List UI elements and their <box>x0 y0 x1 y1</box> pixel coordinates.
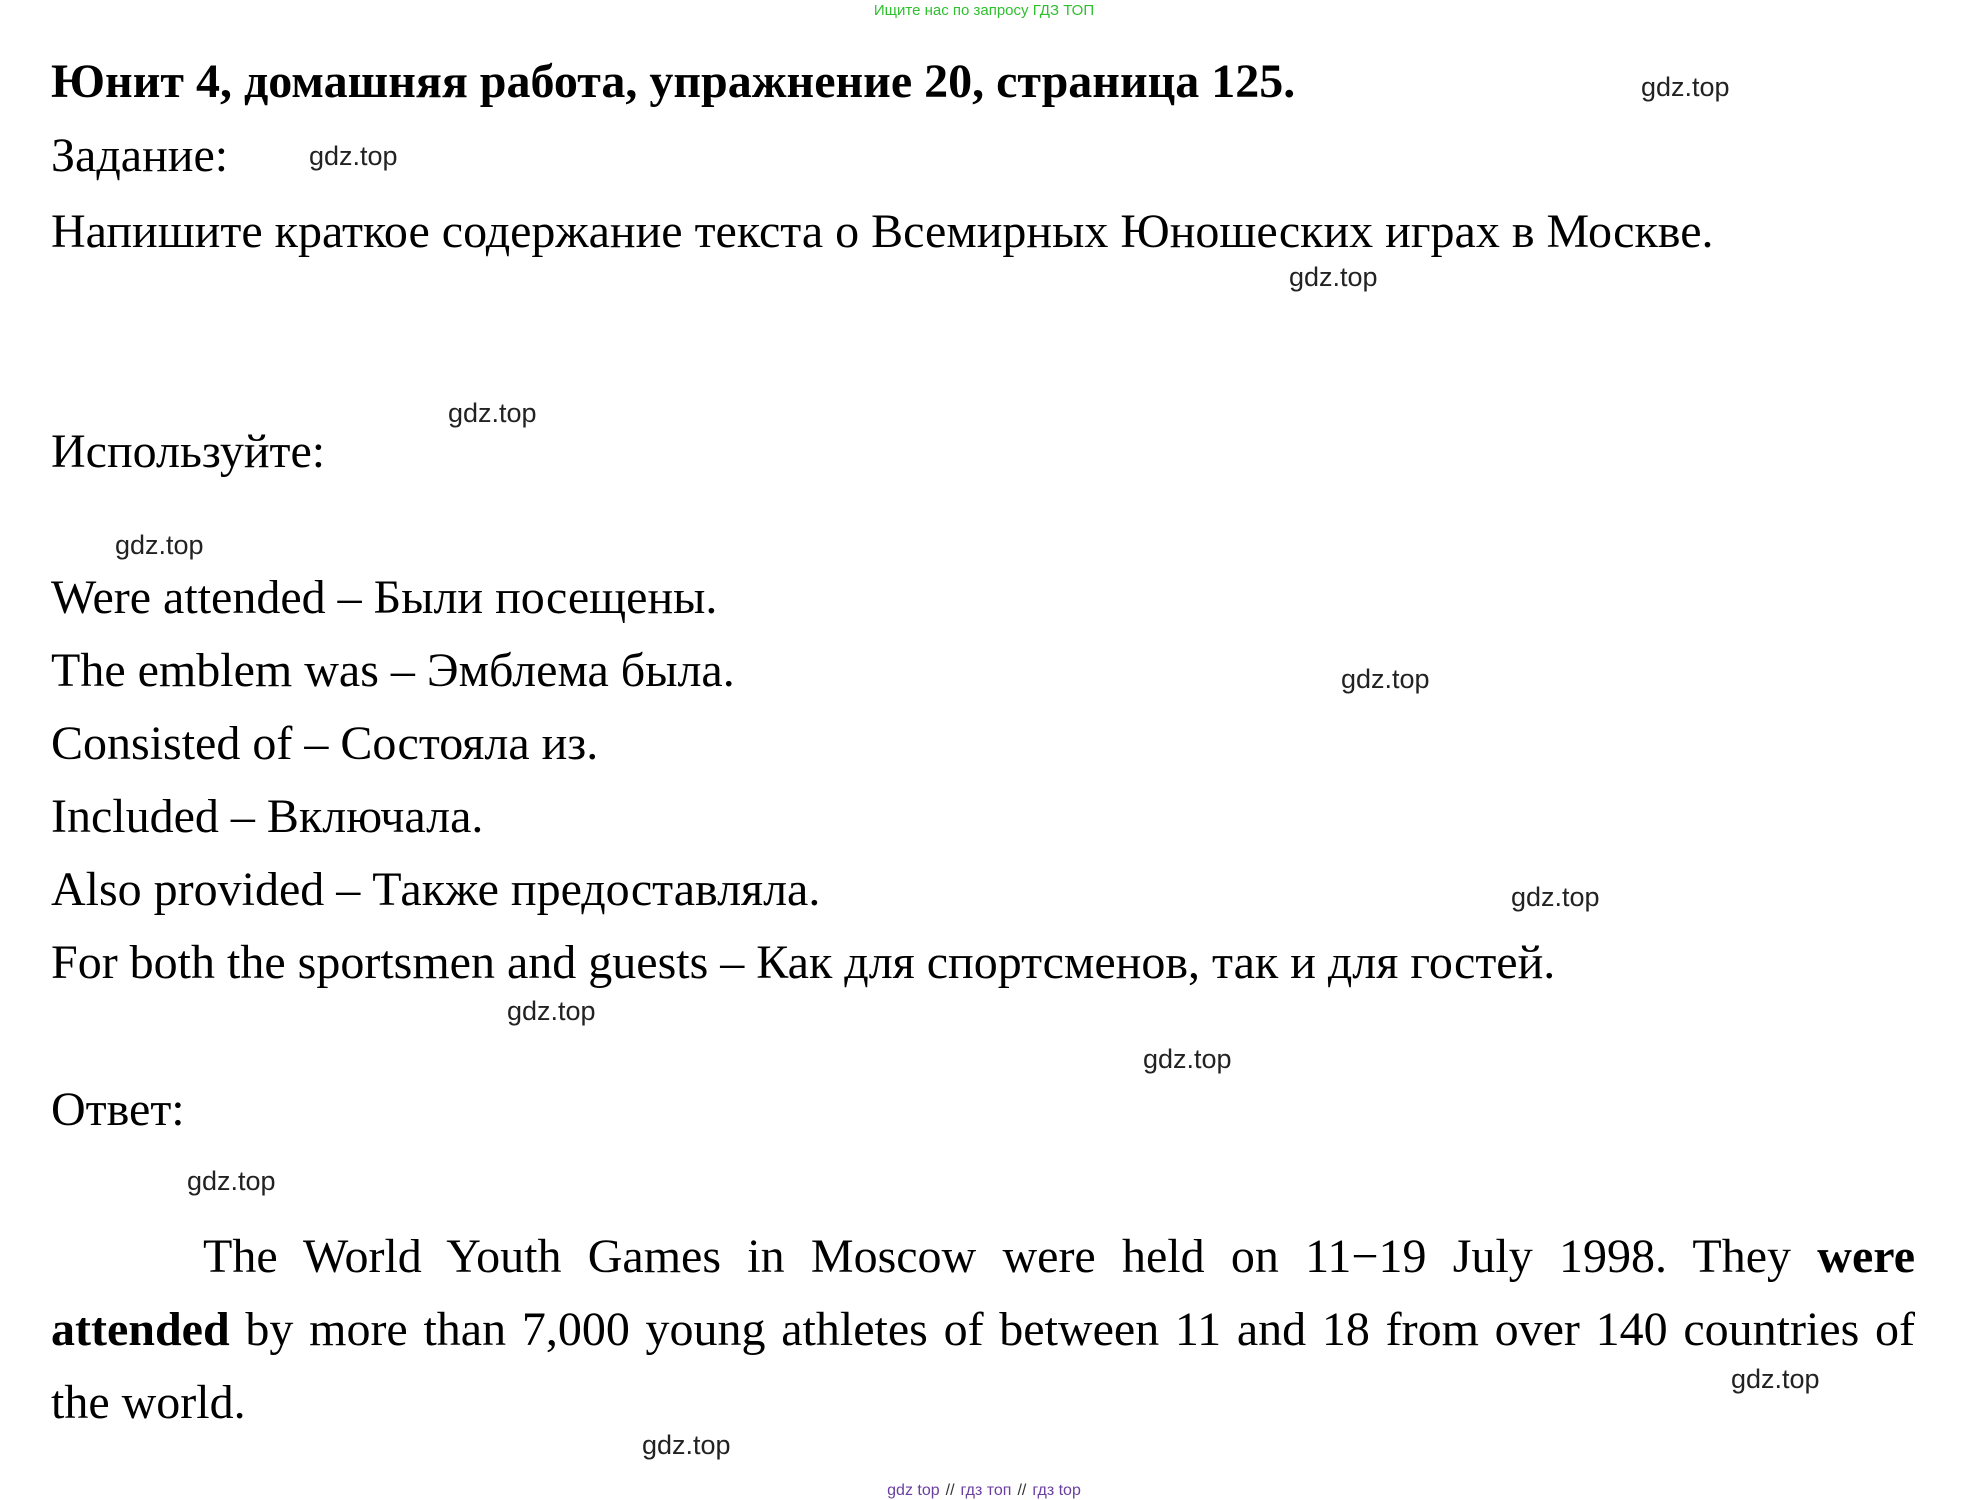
footer-part: gdz top <box>887 1482 940 1499</box>
vocab-item: For both the sportsmen and guests – Как для спортсменов, так и для гостей. <box>51 936 1556 989</box>
footer-part: гдз топ <box>960 1482 1012 1499</box>
vocab-item: The emblem was – Эмблема была. <box>51 644 735 697</box>
task-label: Задание: <box>51 129 229 182</box>
answer-label: Ответ: <box>51 1083 185 1136</box>
watermark-text: gdz.top <box>115 530 204 560</box>
use-label: Используйте: <box>51 425 326 478</box>
answer-highlight-phrase: were attended <box>51 1230 1916 1356</box>
vocab-item: Also provided – Также предоставляла. <box>51 863 821 916</box>
vocab-item: Were attended – Были посещены. <box>51 571 718 624</box>
footer-separator: // <box>945 1482 955 1499</box>
watermark-text: gdz.top <box>309 141 398 171</box>
vocab-item: Included – Включала. <box>51 790 484 843</box>
watermark-text: gdz.top <box>187 1166 276 1196</box>
watermark-text: gdz.top <box>448 398 537 428</box>
page-title: Юнит 4, домашняя работа, упражнение 20, страница 125. <box>51 55 1296 108</box>
watermark-text: gdz.top <box>1289 262 1378 292</box>
task-text: Напишите краткое содержание текста о Всемирных Юношеских играх в Москве. <box>51 205 1714 258</box>
footer-part: гдз top <box>1032 1482 1081 1499</box>
watermark-text: gdz.top <box>1341 664 1430 694</box>
watermark-text: gdz.top <box>507 996 596 1026</box>
answer-sentence-2-end: by more than 7,000 young athletes of between 11 and 18 from over 140 countries of the world. <box>51 1303 1915 1429</box>
answer-text <box>51 1220 1915 1439</box>
footer <box>0 1482 1968 1500</box>
watermark-text: gdz.top <box>642 1430 731 1460</box>
watermark-text: gdz.top <box>1641 72 1730 102</box>
answer-sentence-2-start: They <box>1692 1230 1818 1283</box>
watermark-text: gdz.top <box>1731 1364 1820 1394</box>
answer-sentence-1: The World Youth Games in Moscow were held on 11−19 July 1998. <box>203 1230 1667 1283</box>
watermark-text: gdz.top <box>1143 1044 1232 1074</box>
vocab-item: Consisted of – Состояла из. <box>51 717 599 770</box>
watermark-text: gdz.top <box>1511 882 1600 912</box>
top-banner: Ищите нас по запросу ГДЗ ТОП <box>873 2 1095 19</box>
footer-separator: // <box>1017 1482 1027 1499</box>
